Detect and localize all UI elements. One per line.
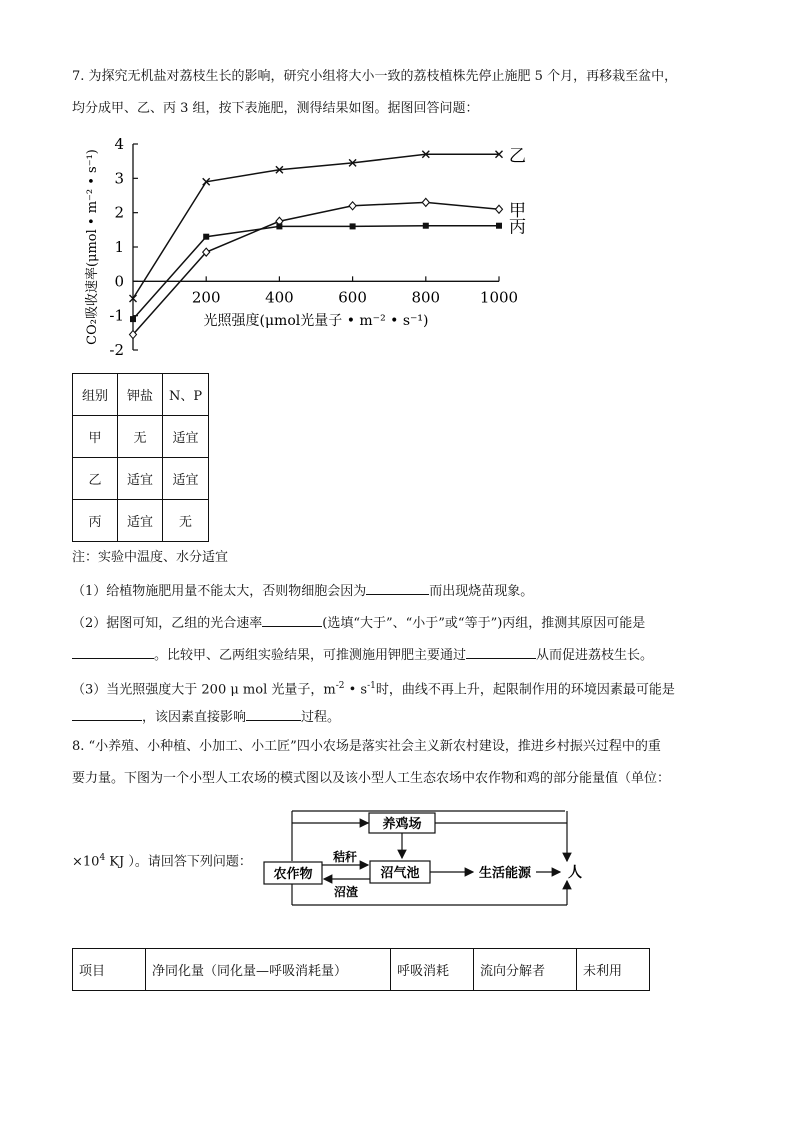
- table-cell: N、P: [163, 374, 209, 416]
- y-axis-label: CO₂吸收速率(μmol • m⁻² • s⁻¹): [85, 149, 100, 345]
- data-point-diamond: [496, 205, 503, 213]
- q7-sub3-text-b: 时，曲线不再上升，起限制作用的环境因素最可能是: [375, 682, 675, 698]
- table-cell: 乙: [73, 458, 118, 500]
- q7-line2: 均分成甲、乙、丙 3 组，按下表施肥，测得结果如图。据图回答问题：: [72, 101, 479, 116]
- table-cell: 甲: [73, 416, 118, 458]
- table-cell: 无: [163, 500, 209, 542]
- energy-table-header-cell: 项目: [73, 949, 146, 991]
- data-point-square: [130, 316, 136, 322]
- energy-table-header-cell: 净同化量（同化量—呼吸消耗量）: [146, 949, 391, 991]
- answer-blank-5[interactable]: [72, 706, 142, 721]
- table-cell: 适宜: [163, 416, 209, 458]
- q7-sub2-text-b: (选填“大于”、“小于”或“等于”)丙组，推测其原因可能是: [322, 616, 646, 631]
- y-tick-label: 1: [114, 238, 124, 256]
- biogas-label: 沼气池: [380, 866, 420, 881]
- answer-blank-1[interactable]: [366, 580, 429, 595]
- co2-line-chart: [72, 128, 542, 363]
- y-tick-label: -1: [109, 306, 124, 325]
- straw-label: 秸秆: [332, 850, 358, 864]
- y-tick-label: 4: [114, 135, 124, 153]
- q7-sub1-text-b: 而出现烧苗现象。: [429, 584, 534, 599]
- energy-table: [72, 948, 650, 991]
- table-header-row: [73, 374, 209, 416]
- q8-unit-sup: 4: [99, 853, 106, 863]
- q8-unit-b: KJ ）。请回答下列问题：: [105, 854, 252, 870]
- y-tick-label: 3: [114, 169, 124, 188]
- q7-sub3-line1: [72, 676, 675, 700]
- q7-sub3-text-a: （3）当光照强度大于 200 μ mol 光量子，m: [72, 682, 336, 698]
- table-cell: 丙: [73, 500, 118, 542]
- q7-sub3-line2: [72, 706, 340, 728]
- energy-table-header-cell: 流向分解者: [474, 949, 577, 991]
- q7-sub3-sup1: -2: [335, 681, 345, 691]
- q7-sub2-line1: [72, 612, 645, 634]
- q7-sub2-text-a: （2）据图可知，乙组的光合速率: [72, 616, 263, 631]
- table-cell: 无: [118, 416, 163, 458]
- residue-label: 沼渣: [333, 885, 359, 899]
- table-cell: 适宜: [118, 500, 163, 542]
- x-tick-label: 600: [338, 288, 367, 307]
- data-point-square: [203, 234, 209, 240]
- data-point-diamond: [349, 202, 356, 210]
- data-point-square: [350, 223, 356, 229]
- answer-blank-2[interactable]: [262, 612, 322, 627]
- q7-sub3-sup2: -1: [367, 681, 376, 691]
- x-tick-label: 400: [265, 288, 294, 307]
- series-label: 乙: [509, 146, 526, 167]
- table-cell: 适宜: [118, 458, 163, 500]
- table-cell: 钾盐: [118, 374, 163, 416]
- data-point-square: [276, 223, 282, 229]
- data-point-square: [496, 223, 502, 229]
- table-row: [73, 500, 209, 542]
- x-tick-label: 1000: [479, 288, 519, 307]
- q8-line1: 8. “小养殖、小种植、小加工、小工匠”四小农场是落实社会主义新农村建设，推进乡村振兴过程中的重: [72, 739, 661, 754]
- data-point-diamond: [422, 198, 429, 206]
- y-tick-label: 2: [114, 203, 124, 222]
- q7-sub1: [72, 580, 533, 602]
- x-tick-label: 200: [191, 288, 221, 307]
- y-tick-label: 0: [114, 272, 124, 291]
- fertilizer-table: [72, 373, 209, 542]
- energy-label: 生活能源: [478, 866, 532, 881]
- energy-table-header-cell: 呼吸消耗: [391, 949, 474, 991]
- farm-flow-diagram: [262, 803, 582, 913]
- chicken-farm-label: 养鸡场: [382, 817, 422, 832]
- q7-line1: 7. 为探究无机盐对荔枝生长的影响，研究小组将大小一致的荔枝植株先停止施肥 5 个月，再移栽至盆中，: [72, 69, 678, 84]
- data-point-square: [423, 223, 429, 229]
- q7-sub1-text-a: （1）给植物施肥用量不能太大，否则物细胞会因为: [72, 584, 367, 599]
- q8-line3: [72, 848, 252, 872]
- q7-sub2-line2: [72, 644, 653, 666]
- x-tick-label: 800: [411, 288, 441, 307]
- x-axis-label: 光照强度(μmol光量子 • m⁻² • s⁻¹): [203, 313, 429, 329]
- series-label: 甲: [509, 201, 526, 222]
- energy-table-header-row: [73, 949, 650, 991]
- table-row: [73, 416, 209, 458]
- table-cell: 组别: [73, 374, 118, 416]
- crops-label: 农作物: [273, 867, 313, 882]
- person-label: 人: [568, 865, 582, 881]
- answer-blank-6[interactable]: [246, 706, 301, 721]
- energy-table-header-cell: 未利用: [577, 949, 650, 991]
- q8-unit-a: ×10: [72, 854, 100, 870]
- q7-sub2-text-d: 从而促进荔枝生长。: [536, 648, 654, 663]
- table-cell: 适宜: [163, 458, 209, 500]
- q8-line2: 要力量。下图为一个小型人工农场的模式图以及该小型人工生态农场中农作物和鸡的部分能量值（单位：: [72, 771, 671, 786]
- y-tick-label: -2: [109, 341, 124, 359]
- series-label: 丙: [509, 217, 526, 238]
- table-row: [73, 458, 209, 500]
- q7-sub2-text-c: 。比较甲、乙两组实验结果，可推测施用钾肥主要通过: [154, 648, 467, 663]
- q7-note: 注：实验中温度、水分适宜: [72, 550, 229, 565]
- q7-sub3-text-c: ，该因素直接影响: [142, 710, 247, 725]
- answer-blank-4[interactable]: [466, 644, 536, 659]
- q7-sub3-dot: • s: [344, 682, 368, 698]
- answer-blank-3[interactable]: [72, 644, 154, 659]
- q7-sub3-text-d: 过程。: [301, 710, 341, 725]
